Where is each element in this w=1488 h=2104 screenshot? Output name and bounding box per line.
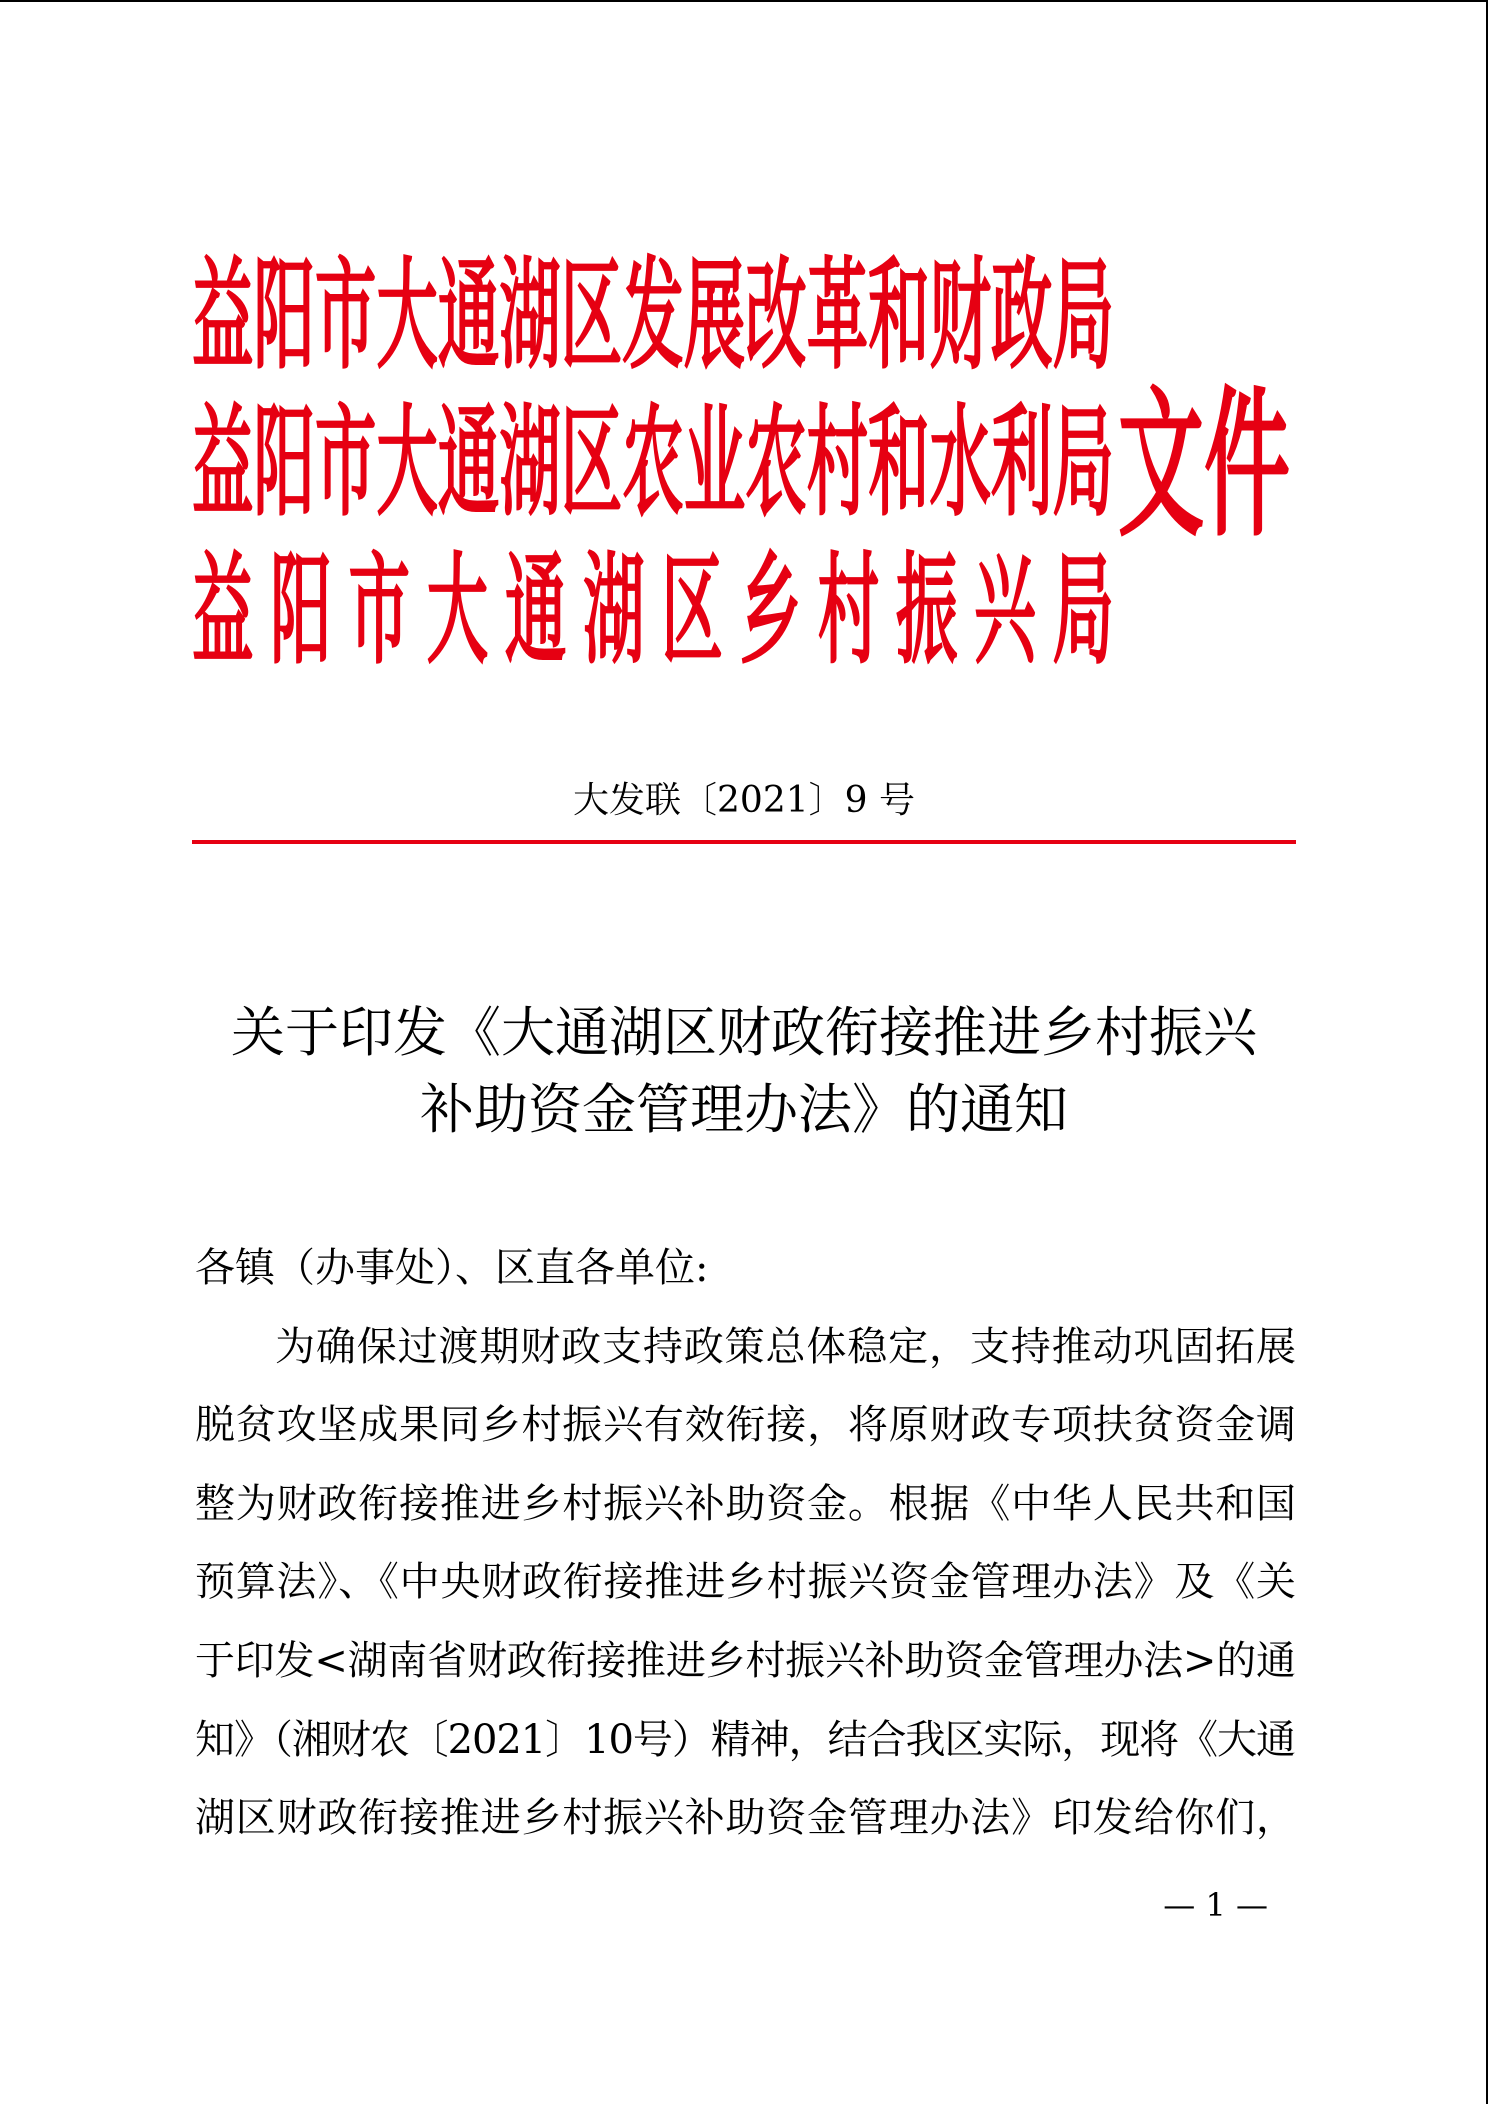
- page-edge-top: [0, 0, 1488, 2]
- body-line-text: 湖区财政衔接推进乡村振兴补助资金管理办法》印发给你们，: [195, 1795, 1297, 1842]
- document-number: 大发联〔2021〕9 号: [573, 780, 915, 821]
- body-line: [195, 1622, 1296, 1701]
- red-divider-rule: [192, 840, 1296, 844]
- body-line-text: 脱贫攻坚成果同乡村振兴有效衔接，将原财政专项扶贫资金调: [195, 1402, 1297, 1449]
- notice-title: [0, 994, 1488, 1148]
- body-line-text: 整为财政衔接推进乡村振兴补助资金。根据《中华人民共和国: [195, 1480, 1297, 1527]
- body-text: [195, 1229, 1296, 1858]
- body-line: [195, 1465, 1296, 1544]
- issuer-line-rural-revitalization-bureau: 益阳市大通湖区乡村振兴局: [192, 538, 1131, 682]
- body-line: [195, 1386, 1296, 1465]
- body-line-text: 预算法》、《中央财政衔接推进乡村振兴资金管理办法》及《关: [195, 1559, 1297, 1606]
- issuer-line-agriculture-bureau: 益阳市大通湖区农业农村和水利局: [192, 390, 1114, 534]
- salutation: 各镇（办事处）、区直各单位:: [195, 1245, 709, 1291]
- body-line-text: 于印发<湖南省财政衔接推进乡村振兴补助资金管理办法>的通: [195, 1637, 1296, 1684]
- issuer-line-finance-bureau: 益阳市大通湖区发展改革和财政局: [192, 243, 1114, 387]
- body-line: [195, 1543, 1296, 1622]
- title-line: 关于印发《大通湖区财政衔接推进乡村振兴: [231, 1001, 1257, 1064]
- title-line: 补助资金管理办法》的通知: [420, 1078, 1068, 1141]
- document-suffix: 文件: [1118, 371, 1290, 560]
- page-number: — 1 —: [1163, 1886, 1268, 1924]
- body-line-text: 为确保过渡期财政支持政策总体稳定，支持推动巩固拓展: [275, 1323, 1297, 1370]
- body-line-text: 知》（湘财农〔2021〕10号）精神，结合我区实际，现将《大通: [195, 1716, 1295, 1763]
- body-line: [195, 1701, 1296, 1780]
- salutation-line: [195, 1229, 1296, 1308]
- body-line: [195, 1779, 1296, 1858]
- body-line: [195, 1308, 1296, 1387]
